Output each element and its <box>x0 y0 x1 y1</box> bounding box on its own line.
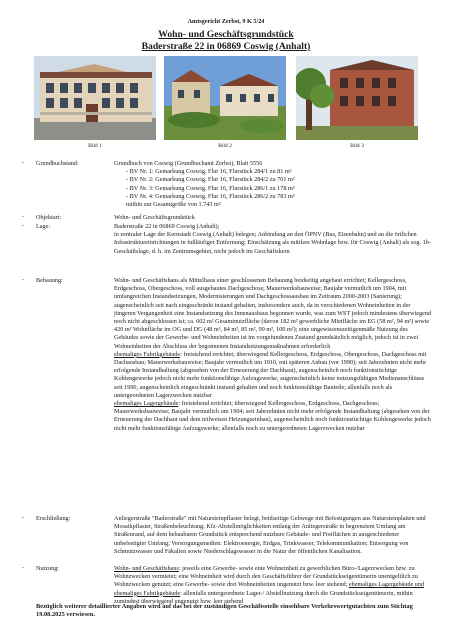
grundbuch-line: mithin zur Gesamtgröße von 1.743 m² <box>126 201 221 209</box>
lage-text: Baderstraße 22 in 06869 Coswig (Anhalt); in zentraler Lage der Kernstadt Coswig (Anhalt) belegen; Anbindung an den ÖPNV (Bus, Eisenbahn) und an die örtlichen Infrastruktureinrichtungen in fußläufiger Entfernung; Einschätzung als mittlere Wohnlage bzw. für Coswig (Anhalt) als sog. 1b-Geschäftslage, d. h. im Zentrumsgebiet, nicht jedoch im Geschäftskern <box>114 223 431 255</box>
bullet-dash: - <box>22 515 24 521</box>
photo-caption: Bild 2 <box>218 143 232 149</box>
bullet-dash: - <box>22 214 24 220</box>
grundbuch-lines <box>114 160 432 209</box>
bebauung-paragraph <box>114 351 432 400</box>
photo-caption: Bild 3 <box>350 143 364 149</box>
photo-courtyard[interactable] <box>164 56 286 140</box>
term-fabrikgebaeude: ehemaliges Fabrikgebäude <box>114 350 181 358</box>
lager-text: : freistehend errichtet; überwiegend Kellergeschoss, Erdgeschoss, Dachgeschoss; Mauerwerksbauweise; Baujahr vermutlich um 1904; seit Jahrzehnten nicht mehr erfolgende Instandhaltung (abgesehen von der Erneuerung der Dachhaut und dem teilweisen Heizungseinbau), augenscheinlich noch funktionstüchtige Kohlengewerke jedoch nicht mehr funktionsfähige Aufzugswerke; allenfalls noch zu untergeordneten Lagerzwecken nutzbar <box>114 400 431 432</box>
grundbuch-line: - BV Nr. 1: Gemarkung Coswig, Flur 16, Flurstück 284/1 zu 81 m² <box>126 168 292 176</box>
grundbuch-line: - BV Nr. 3: Gemarkung Coswig, Flur 16, Flurstück 286/1 zu 178 m² <box>126 184 295 192</box>
photo-factory[interactable] <box>296 56 418 140</box>
bullet-dash: - <box>22 277 24 283</box>
label-nutzung: Nutzung: <box>36 565 60 572</box>
label-objektart: Objektart: <box>36 214 62 221</box>
grundbuch-line: Grundbuch von Coswig (Grundbuchamt Zerbst), Blatt 5556 <box>114 160 263 167</box>
nutzung-text-1: : jeweils eine Gewerbe- sowie eine Wohneinheit zu gewerblichen Büro-/Lagerzwecken bzw. zu Wohnzwecken vermietet; eine Wohneinheit wird durch den Geschäftsführer der Grundstückseigentümerin unentgeltlich zu Wohnzwecken genutzt; eine Gewerbe- sowie drei Wohneinheiten ungenutzt bzw. leer stehend; <box>114 565 418 589</box>
grundbuch-line: - BV Nr. 4: Gemarkung Coswig, Flur 16, Flurstück 286/2 zu 783 m² <box>126 192 295 200</box>
court-reference: Amtsgericht Zerbst, 9 K 5/24 <box>187 18 265 25</box>
photo-strip <box>34 56 418 154</box>
label-erschliessung: Erschließung: <box>36 515 71 522</box>
nutzung-paragraph <box>114 565 432 606</box>
nutzung-text <box>114 565 432 606</box>
document-title: Wohn- und Geschäftsgrundstück <box>158 29 294 40</box>
bullet-dash: - <box>22 160 24 166</box>
label-bebauung: Bebauung: <box>36 277 63 284</box>
nutzung-text-2: : allenfalls untergeordnete Lager-/ Abstellnutzung durch die Grundstückseigentümerin, mithin zumindest überwiegend ungenutzt bzw. leer stehend <box>114 589 413 605</box>
erschliessung-text: Anliegerstraße "Baderstraße" mit Natursteinpflaster belegt, beidseitige Gehwege mit Befestigungen aus Natursteinplatten und Mosaikpflaster, Straßenbeleuchtung; Kfz-Abstellmöglichkeiten entlang der Anliegerstraße in begrenztem Umfang am Straßenrand, auf dem bebaubaren Grundstück entsprechend nutzbare Gebäude- und Freiflächen in ausgeschiedener unbefestigter Umfang; Versorgungsmedien: Elektroenergie, Erdgas, Trinkwasser, Telekommunikation; Entsorgung von Schmutzwasser und Fäkalien sowie Niederschlagswasser in die Natur der öffentlichen Kanalisation. <box>114 515 426 555</box>
photo-facade[interactable] <box>34 56 156 140</box>
fabrik-text: : freistehend errichtet; überwiegend Kellergeschoss, Erdgeschoss, Obergeschoss, Dachgeschoss mit Dachausbau; Mauerwerksbauweise; Baujahr vermutlich um 1910, mit späteren Anbau (vor 1990); seit Jahrzehnten nicht mehr erfolgende Instandhaltung (abgesehen von der Erneuerung der Dachhaut), augenscheinlich noch funktionstüchtige Kohlengewerke jedoch nicht mehr funktionsfähige Aufzugswerke, augenscheinlich keine nutzungsfähigen Medienanschlüsse seit 1990, augenscheinlich eingeschränkt instand gehalten und noch funktionsfähige Bauteile; allenfalls noch als untergeordneten Lagerzwecken nutzbar <box>114 350 427 399</box>
bullet-dash: - <box>22 565 24 571</box>
term-lagergebaeude: ehemaliges Lagergebäude <box>114 400 179 408</box>
term-nebengebaeude: ehemaliges Lagergebäude und ehemaliges Fabrikgebäude <box>114 581 425 597</box>
property-address: Baderstraße 22 in 06869 Coswig (Anhalt) <box>141 41 311 52</box>
footer-note: Bezüglich weiterer detaillierter Angaben wird auf das bei der zuständigen Geschäftsstelle einsehbare Verkehrswertgutachten zum Stichtag 19.08.2025 verwiesen. <box>36 603 413 619</box>
photo-caption: Bild 1 <box>88 143 102 149</box>
bebauung-text <box>114 277 432 433</box>
objektart-value: Wohn- und Geschäftsgrundstück <box>114 214 195 221</box>
term-wohnhaus: Wohn- und Geschäftshaus <box>114 565 179 572</box>
grundbuch-line: - BV Nr. 2: Gemarkung Coswig, Flur 16, Flurstück 284/2 zu 701 m² <box>126 176 295 184</box>
bebauung-paragraph: Wohn- und Geschäftshaus als Mittelhaus einer geschlossenen Bebauung beidseitig angebaut errichtet; Kellergeschoss, Erdgeschoss, Obergeschoss, voll ausgebautes Dachgeschoss; Mauerwerksbauweise; Baujahr vermutlich um 1904, mit umfangreichen Instandsetzungen, Modernisierungen und Dachgeschossausbau im Zeitraum 2000-2003 (Sanierung); augenscheinlich seit nach eingeschränkt instand gehalten, insbesondere auch, da in verschiedenen Wohneinheiten in der jüngeren Vergangenheit eine Instandsetzung des Innenausbaus begonnen wurde, was zum WST jedoch mindestens überwiegend noch nicht abgeschlossen ist; ca. 602 m² Gesamtnutzfläche (davon 182 m² gewerbliche Mietfläche im EG (58 m², 94 m²) sowie 420 m² Wohnfläche im OG und DG (48 m², 84 m², 85 m², 99 m², 100 m²); eine ungewissenszeitigenmäße Nutzung des Gebäudes sowie der Gewerbe- und Wohneinheiten ist im vorgefundenen Zustand grundsätzlich möglich, jedoch ist in zwei Wohneinheiten der Abschluss der begonnenen Instandsetzungsmaßnahmen erforderlich <box>114 277 432 350</box>
label-lage: Lage: <box>36 223 51 230</box>
label-grundbuch: Grundbuchstand: <box>36 160 79 167</box>
bullet-dash: - <box>22 223 24 229</box>
bebauung-paragraph <box>114 400 432 433</box>
